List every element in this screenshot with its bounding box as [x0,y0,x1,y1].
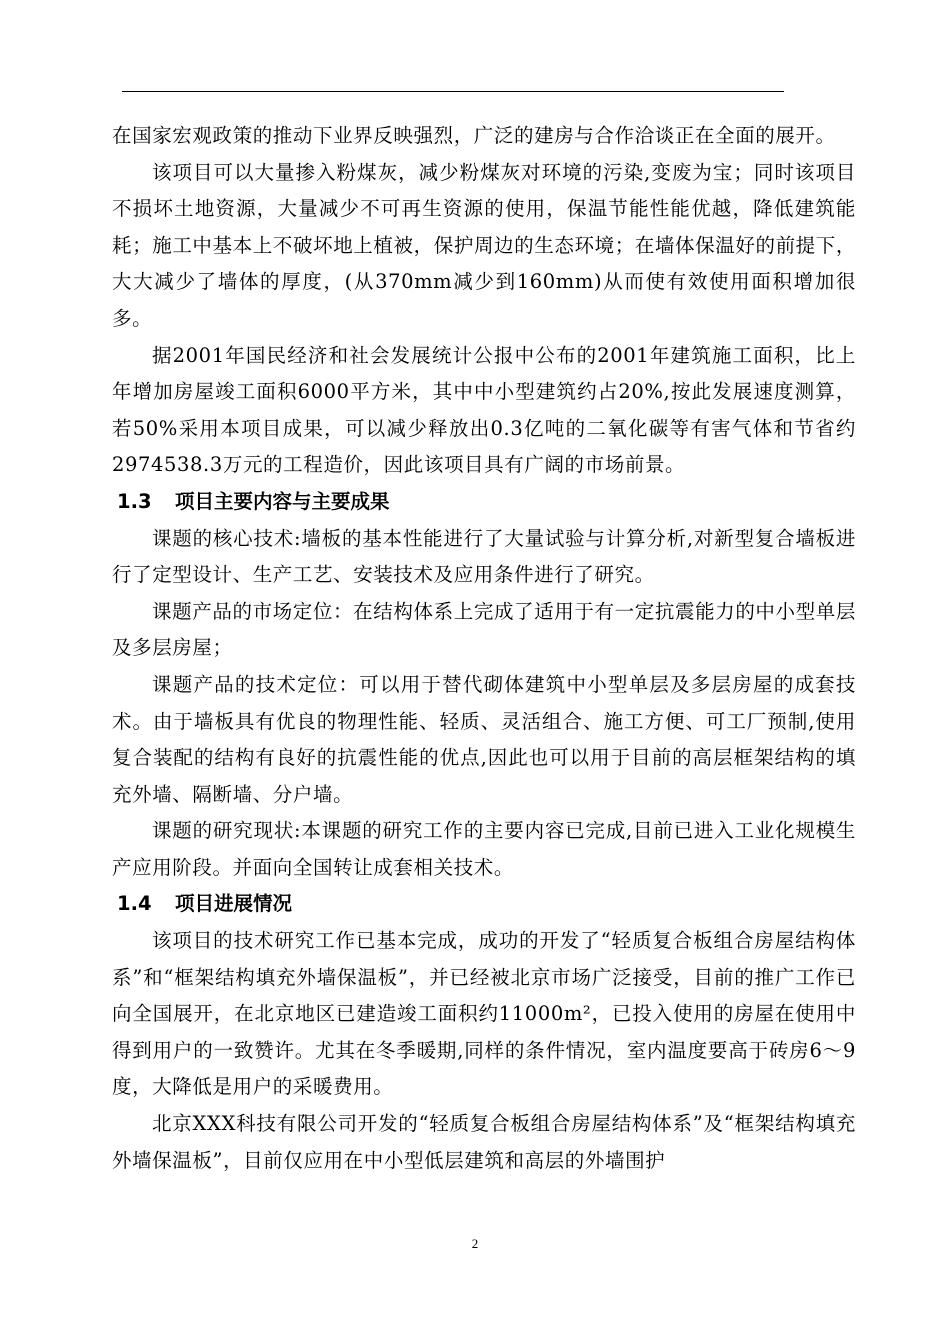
paragraph: 课题的核心技术:墙板的基本性能进行了大量试验与计算分析,对新型复合墙板进行了定型设计、生产工艺、安装技术及应用条件进行了研究。 [112,526,856,587]
paragraph: 课题产品的技术定位：可以用于替代砌体建筑中小型单层及多层房屋的成套技术。由于墙板具有优良的物理性能、轻质、灵活组合、施工方便、可工厂预制,使用复合装配的结构有良好的抗震性能的优点,因此也可以用于目前的高层框架结构的填充外墙、隔断墙、分户墙。 [112,672,856,806]
paragraph: 北京XXX科技有限公司开发的“轻质复合板组合房屋结构体系”及“框架结构填充外墙保温板”，目前仅应用在中小型低层建筑和高层的外墙围护 [112,1112,856,1172]
section-title: 项目主要内容与主要成果 [175,489,390,513]
section-heading-1-4 [112,886,856,923]
paragraph: 课题的研究现状:本课题的研究工作的主要内容已完成,目前已进入工业化规模生产应用阶段。并面向全国转让成套相关技术。 [112,819,856,879]
paragraph: 课题产品的市场定位：在结构体系上完成了适用于有一定抗震能力的中小型单层及多层房屋； [112,599,856,660]
section-heading-1-3 [112,484,856,521]
paragraph: 据2001年国民经济和社会发展统计公报中公布的2001年建筑施工面积，比上年增加房屋竣工面积6000平方米，其中中小型建筑约占20%,按此发展速度测算，若50%采用本项目成果，可以减少释放出0.3亿吨的二氧化碳等有害气体和节省约2974538.3万元的工程造价，因此该项目具有广阔的市场前景。 [112,343,856,477]
paragraph: 在国家宏观政策的推动下业界反映强烈，广泛的建房与合作洽谈正在全面的展开。 [112,124,836,147]
section-title: 项目进展情况 [175,892,293,916]
header-rule [122,91,784,92]
section-number: 1.4 [117,892,152,916]
paragraph: 该项目的技术研究工作已基本完成，成功的开发了“轻质复合板组合房屋结构体系”和“框架结构填充外墙保温板”，并已经被北京市场广泛接受，目前的推广工作已向全国展开，在北京地区已建造竣工面积约11000m²，已投入使用的房屋在使用中得到用户的一致赞许。尤其在冬季暖期,同样的条件情况，室内温度要高于砖房6～9度，大降低是用户的采暖费用。 [112,929,856,1099]
page-number: 2 [471,1236,479,1251]
document-body [112,118,856,1179]
paragraph: 该项目可以大量掺入粉煤灰，减少粉煤灰对环境的污染,变废为宝；同时该项目不损坏土地资源，大量减少不可再生资源的使用，保温节能性能优越，降低建筑能耗；施工中基本上不破坏地上植被，保护周边的生态环境；在墙体保温好的前提下，大大减少了墙体的厚度，(从370mm减少到160mm)从而使有效使用面积增加很多。 [112,160,856,330]
section-number: 1.3 [117,489,152,513]
